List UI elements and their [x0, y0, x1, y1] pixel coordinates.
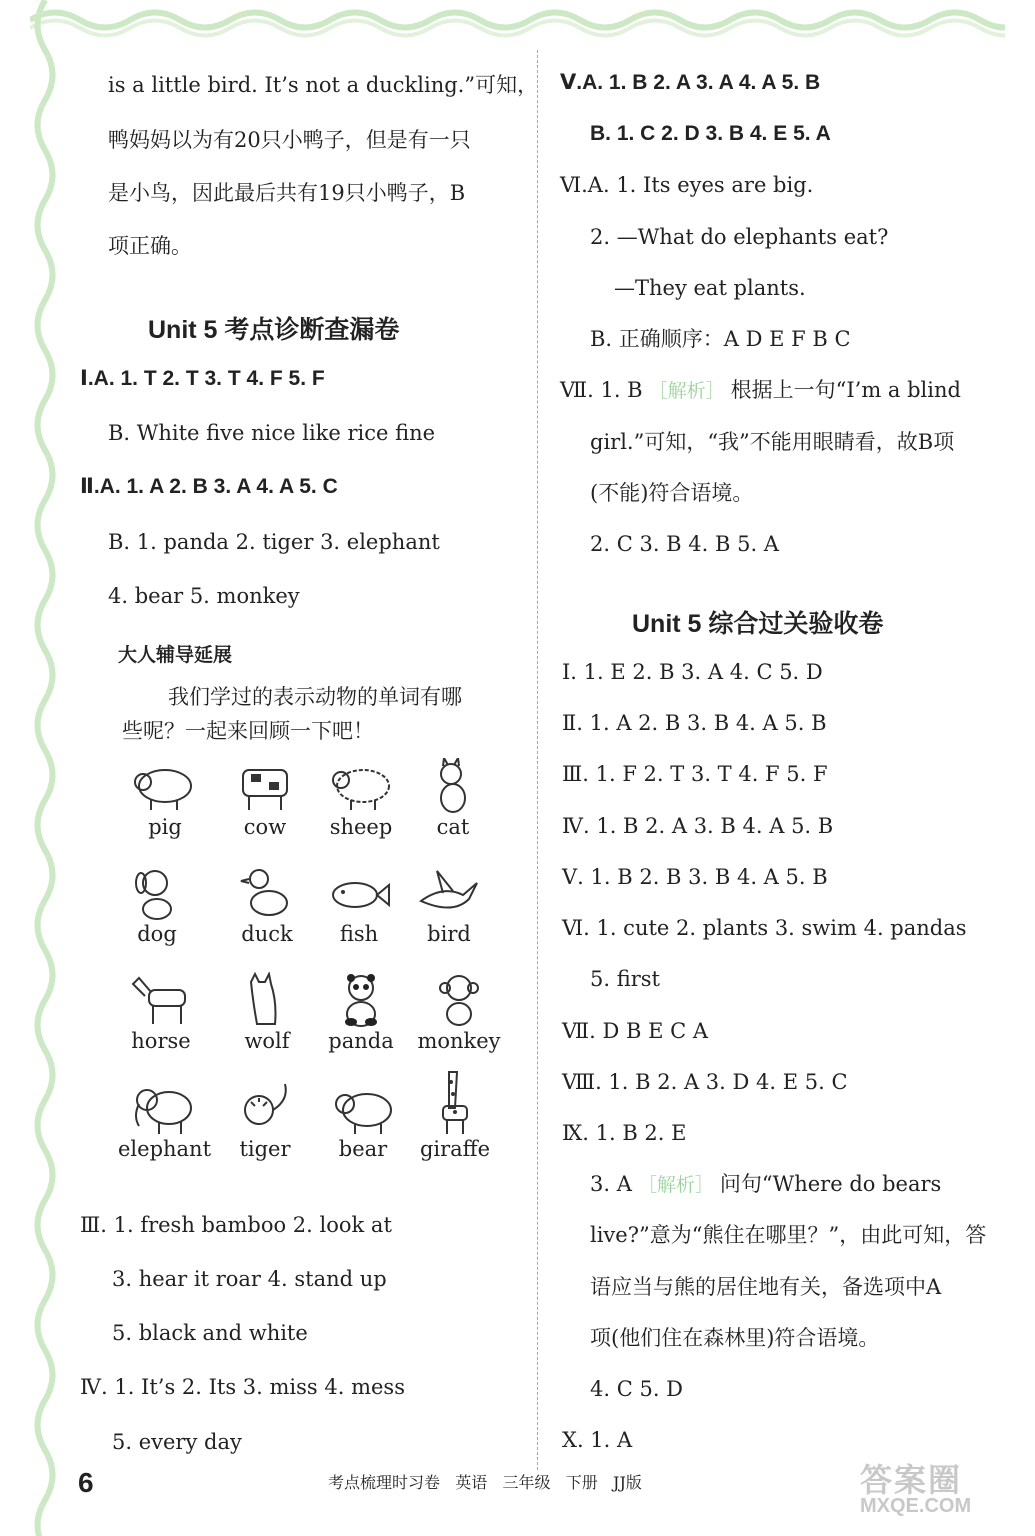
animal-monkey: [414, 972, 504, 1054]
animal-label: fish: [339, 922, 379, 946]
answer-V-A: Ⅴ.A. 1. B 2. A 3. A 4. A 5. B: [560, 71, 821, 94]
answer-IV-1: Ⅳ. 1. It’s 2. Its 3. miss 4. mess: [80, 1375, 405, 1399]
animal-label: bird: [427, 922, 471, 946]
animal-label: cow: [243, 815, 287, 839]
b-answer-IX-3: live?”意为“熊住在哪里？”，由此可知，答: [590, 1223, 987, 1247]
answer-II-B-1: B. 1. panda 2. tiger 3. elephant: [108, 530, 440, 554]
answer-III-2: 3. hear it roar 4. stand up: [112, 1267, 387, 1291]
b-answer-VIII: Ⅷ. 1. B 2. A 3. D 4. E 5. C: [562, 1070, 848, 1094]
animal-elephant: [118, 1080, 212, 1162]
extension-text-2: 些呢？一起来回顾一下吧！: [122, 719, 374, 743]
continued-line-1: is a little bird. It’s not a duckling.”可知，: [108, 73, 539, 97]
column-divider: [537, 50, 538, 1470]
animal-horse: [116, 972, 206, 1054]
b-answer-IX-4: 语应当与熊的居住地有关，备选项中A: [590, 1275, 942, 1299]
cow-icon: [229, 758, 301, 814]
answer-III-3: 5. black and white: [112, 1321, 308, 1345]
answer-I-B: B. White five nice like rice fine: [108, 421, 436, 445]
animal-label: elephant: [118, 1137, 212, 1161]
page-number: 6: [78, 1467, 94, 1498]
b-answer-V: Ⅴ. 1. B 2. B 3. B 4. A 5. B: [562, 865, 828, 889]
watermark-line-2: MXQE.COM: [860, 1495, 972, 1517]
answer-VII-4: 2. C 3. B 4. B 5. A: [590, 532, 779, 556]
animal-label: duck: [241, 922, 293, 946]
answer-VI-A-1: Ⅵ.A. 1. Its eyes are big.: [560, 173, 814, 197]
elephant-icon: [127, 1080, 199, 1136]
animal-panda: [316, 972, 406, 1054]
animal-cat: [408, 758, 498, 840]
continued-line-4: 项正确。: [108, 234, 192, 258]
continued-line-2: 鸭妈妈以为有20只小鸭子，但是有一只: [108, 128, 471, 152]
answer-VII-3: (不能)符合语境。: [590, 481, 754, 505]
animal-cow: [220, 758, 310, 840]
animal-label: sheep: [329, 815, 393, 839]
giraffe-icon: [419, 1068, 491, 1136]
top-wave-border: [30, 0, 1005, 40]
duck-icon: [231, 865, 303, 921]
continued-line-3: 是小鸟，因此最后共有19只小鸭子，B: [108, 181, 466, 205]
b-answer-VII: Ⅶ. D B E C A: [562, 1019, 708, 1043]
animal-wolf: [222, 972, 312, 1054]
animal-label: tiger: [239, 1137, 291, 1161]
answer-VII-1-number: Ⅶ. 1. B: [560, 378, 643, 402]
watermark-logo: [860, 1455, 971, 1518]
watermark-line-1: 答案圈: [860, 1462, 963, 1498]
b-answer-II: Ⅱ. 1. A 2. B 3. B 4. A 5. B: [562, 711, 827, 735]
b-answer-IX-5: 项(他们住在森林里)符合语境。: [590, 1326, 880, 1350]
pig-icon: [129, 758, 201, 814]
b-answer-IX-6: 4. C 5. D: [590, 1377, 684, 1401]
answer-II-B-2: 4. bear 5. monkey: [108, 584, 300, 608]
answer-VI-A-2: 2. —What do elephants eat?: [590, 225, 889, 249]
b-answer-IV: Ⅳ. 1. B 2. A 3. B 4. A 5. B: [562, 814, 834, 838]
answer-VI-A-3: —They eat plants.: [614, 276, 806, 300]
monkey-icon: [423, 972, 495, 1028]
cat-icon: [417, 758, 489, 814]
animal-giraffe: [410, 1068, 500, 1162]
animal-label: pig: [148, 815, 182, 839]
horse-icon: [125, 972, 197, 1028]
analysis-tag: ［解析］: [648, 380, 725, 402]
animal-tiger: [220, 1080, 310, 1162]
animal-bird: [404, 865, 494, 947]
answer-III-1: Ⅲ. 1. fresh bamboo 2. look at: [80, 1213, 392, 1237]
b-answer-I: Ⅰ. 1. E 2. B 3. A 4. C 5. D: [562, 660, 823, 684]
b-answer-IX-2-explanation: 问句“Where do bears: [719, 1172, 942, 1196]
b-answer-IX-1: Ⅸ. 1. B 2. E: [562, 1121, 687, 1145]
animal-label: wolf: [244, 1029, 290, 1053]
b-answer-IX-2: [590, 1169, 941, 1200]
bear-icon: [327, 1080, 399, 1136]
animal-label: bear: [338, 1137, 388, 1161]
b-answer-VI-2: 5. first: [590, 967, 660, 991]
animal-label: giraffe: [419, 1137, 491, 1161]
extension-title: 大人辅导延展: [118, 645, 233, 666]
answer-VII-1-explanation: 根据上一句“I’m a blind: [730, 378, 961, 402]
analysis-tag: ［解析］: [637, 1174, 714, 1196]
answer-IV-2: 5. every day: [112, 1430, 242, 1454]
animal-sheep: [316, 758, 406, 840]
answer-VII-1: [560, 375, 961, 406]
answer-VI-B: B. 正确顺序：A D E F B C: [590, 327, 851, 351]
bird-icon: [413, 865, 485, 921]
animal-dog: [112, 865, 202, 947]
answer-VII-2: girl.”可知，“我”不能用眼睛看，故B项: [590, 430, 955, 454]
footer-book-title: 考点梳理时习卷 英语 三年级 下册 JJ版: [328, 1473, 642, 1492]
b-answer-X: Ⅹ. 1. A: [562, 1428, 633, 1452]
unit5-diagnosis-title: Unit 5 考点诊断查漏卷: [148, 316, 400, 344]
tiger-icon: [229, 1080, 301, 1136]
fish-icon: [323, 865, 395, 921]
animal-fish: [314, 865, 404, 947]
animal-label: dog: [137, 922, 177, 946]
extension-text-1: 我们学过的表示动物的单词有哪: [168, 685, 462, 709]
sheep-icon: [325, 758, 397, 814]
answer-II-A: Ⅱ.A. 1. A 2. B 3. A 4. A 5. C: [80, 475, 338, 498]
b-answer-IX-2-number: 3. A: [590, 1172, 632, 1196]
dog-icon: [121, 865, 193, 921]
b-answer-III: Ⅲ. 1. F 2. T 3. T 4. F 5. F: [562, 762, 828, 786]
animal-label: cat: [436, 815, 470, 839]
animal-duck: [222, 865, 312, 947]
animal-pig: [120, 758, 210, 840]
b-answer-VI-1: Ⅵ. 1. cute 2. plants 3. swim 4. pandas: [562, 916, 967, 940]
answer-V-B: B. 1. C 2. D 3. B 4. E 5. A: [590, 122, 831, 145]
animal-label: monkey: [417, 1029, 501, 1053]
left-wave-border: [25, 0, 65, 1536]
wolf-icon: [231, 972, 303, 1028]
answer-I-A: Ⅰ.A. 1. T 2. T 3. T 4. F 5. F: [80, 367, 325, 390]
panda-icon: [325, 972, 397, 1028]
unit5-acceptance-title: Unit 5 综合过关验收卷: [632, 610, 884, 638]
animal-label: panda: [328, 1029, 394, 1053]
animal-label: horse: [131, 1029, 191, 1053]
animal-bear: [318, 1080, 408, 1162]
